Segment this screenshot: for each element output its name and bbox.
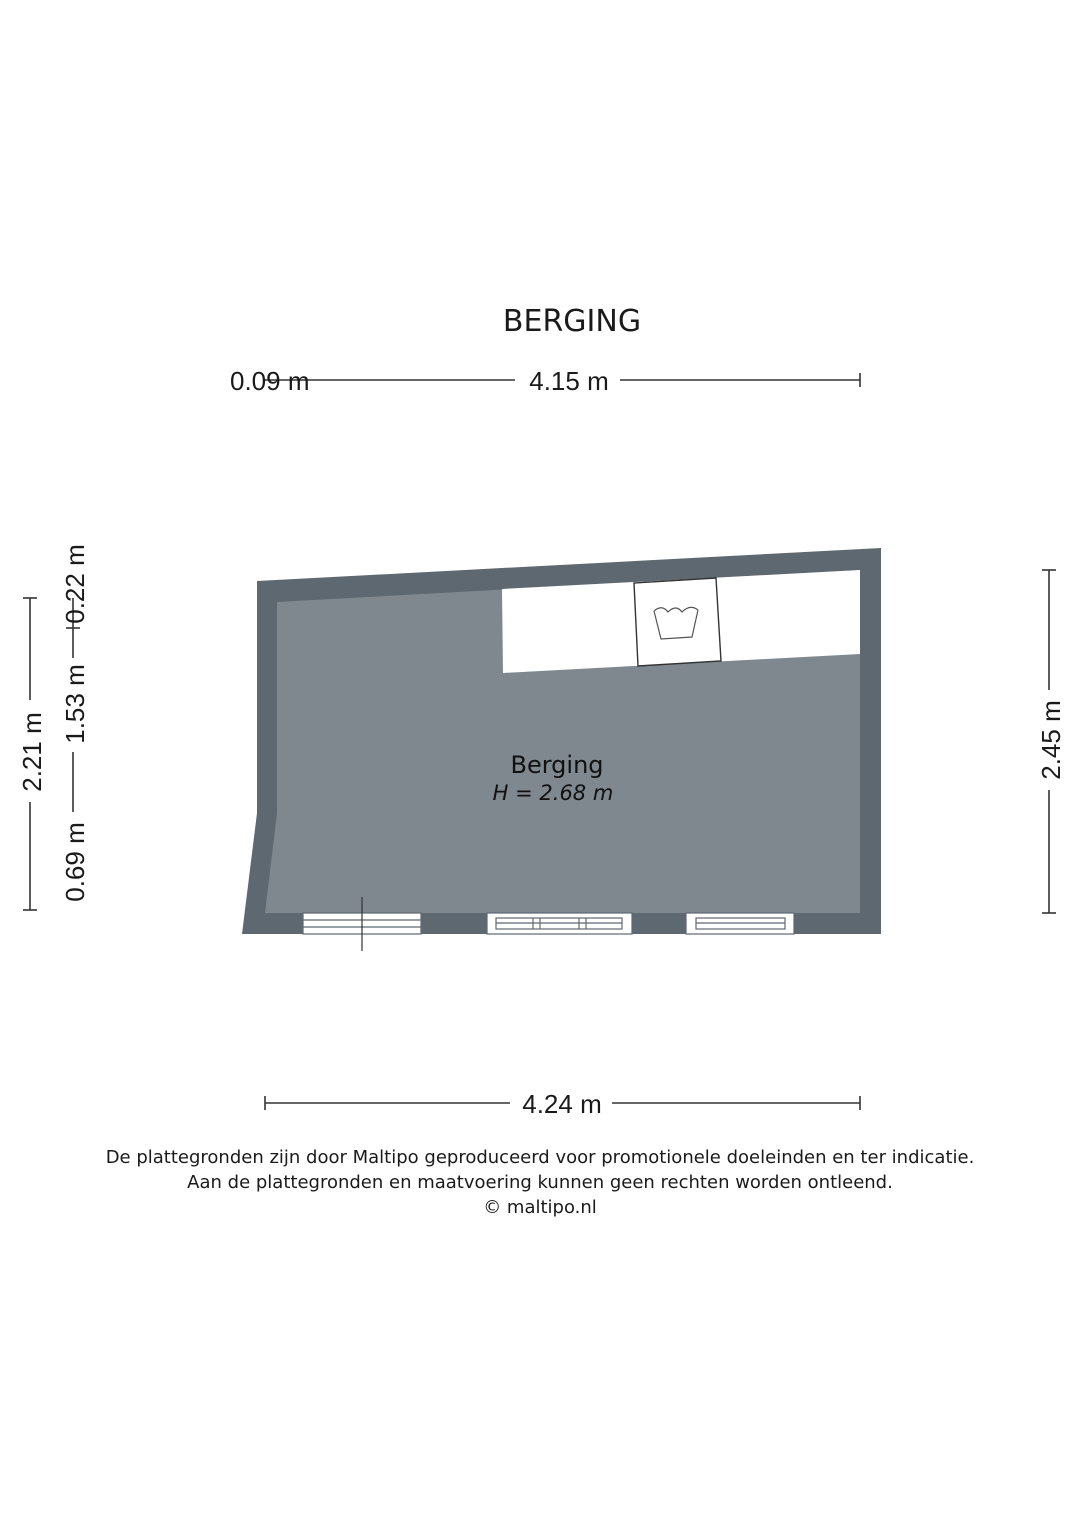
room-height: H = 2.68 m [492, 781, 614, 805]
left-inner-dimension [60, 544, 90, 902]
washing-machine [634, 578, 721, 666]
left-outer-dimension [17, 598, 47, 910]
dimension-left-top: 0.22 m [60, 544, 90, 624]
plan-title: BERGING [502, 304, 642, 339]
dimension-left-bottom: 0.69 m [60, 822, 90, 902]
window-right [686, 913, 794, 934]
room-berging [242, 548, 881, 934]
disclaimer-line-3: © maltipo.nl [483, 1197, 597, 1218]
dimension-bottom: 4.24 m [522, 1089, 602, 1119]
washing-machine-outline [634, 578, 721, 666]
dimension-top-main: 4.15 m [529, 366, 609, 396]
dimension-right: 2.45 m [1036, 700, 1066, 780]
disclaimer-line-2: Aan de plattegronden en maatvoering kunnen geen rechten worden ontleend. [187, 1172, 893, 1193]
window-middle [487, 913, 632, 934]
dimension-left-middle: 1.53 m [60, 664, 90, 744]
room-name: Berging [510, 751, 604, 779]
dimension-left-outer: 2.21 m [17, 712, 47, 792]
disclaimer [0, 1145, 1080, 1220]
top-dimension [230, 366, 860, 396]
dimension-top-small: 0.09 m [230, 366, 310, 396]
right-dimension [1036, 570, 1066, 913]
disclaimer-line-1: De plattegronden zijn door Maltipo geproduceerd voor promotionele doeleinden en ter indicatie. [105, 1147, 975, 1168]
bottom-dimension [265, 1089, 860, 1119]
